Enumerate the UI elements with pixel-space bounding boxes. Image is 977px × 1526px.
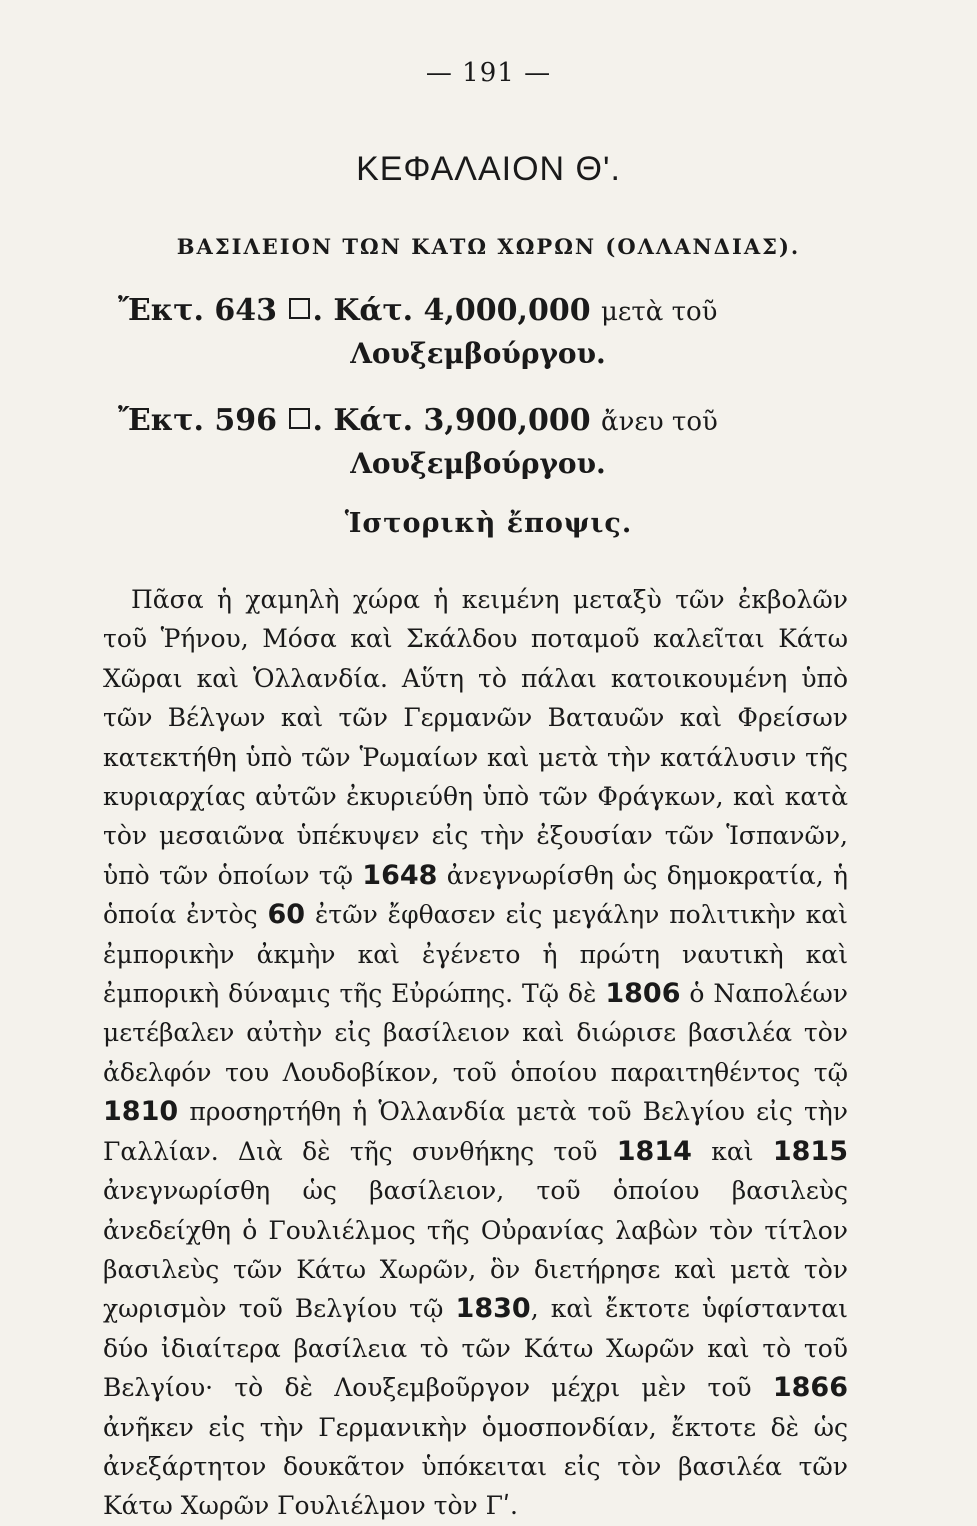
- year-1806: 1806: [605, 978, 681, 1010]
- chapter-title: ΚΕΦΑΛΑΙΟΝ Θʹ.: [356, 150, 621, 188]
- stat-second-line: Λουξεμβούργου.: [350, 337, 606, 370]
- text-run: ἀνεγνωρίσθη ὡς βασίλειον, τοῦ ὁποίου βασιλεὺς ἀνεδείχθη ὁ Γουλιέλμος τῆς Οὐρανίας λαβὼν τὸν τίτλον βασιλεὺς τῶν Κάτω Χωρῶν, ὃν διετήρησε καὶ μετὰ τὸν χωρισμὸν τοῦ Βελγίου τῷ: [103, 1176, 848, 1324]
- stat-second-line: Λουξεμβούργου.: [350, 447, 606, 480]
- square-unit-icon: [289, 408, 310, 429]
- kingdom-title: ΒΑΣΙΛΕΙΟΝ ΤΩΝ ΚΑΤΩ ΧΩΡΩΝ (ΟΛΛΑΝΔΙΑΣ).: [176, 234, 801, 259]
- page-number: — 191 —: [425, 58, 552, 88]
- year-1815: 1815: [772, 1135, 849, 1167]
- text-run: , καὶ ἔκτοτε ὑφίστανται δύο ἰδιαίτερα βασίλεια τὸ τῶν Κάτω Χωρῶν καὶ τὸ τοῦ Βελγίου· τὸ δὲ Λουξεμβοῦργον μέχρι μὲν τοῦ: [103, 1294, 848, 1403]
- year-1810: 1810: [103, 1096, 179, 1128]
- text-run: ὁ Ναπολέων μετέβαλεν αὐτὴν εἰς βασίλειον καὶ διώρισε βασιλέα τὸν ἀδελφόν του Λουδοβίκον, τοῦ ὁποίου παραιτηθέντος τῷ: [103, 979, 849, 1087]
- year-1830: 1830: [455, 1293, 531, 1325]
- population-label: . Κάτ. 3,900,000: [312, 403, 591, 438]
- area-label: Ἔκτ. 596: [118, 403, 277, 438]
- population-label: . Κάτ. 4,000,000: [312, 293, 591, 328]
- text-run: Πᾶσα ἡ χαμηλὴ χώρα ἡ κειμένη μεταξὺ τῶν ἐκβολῶν τοῦ Ῥήνου, Μόσα καὶ Σκάλδου ποταμοῦ καλεῖται Κάτω Χῶραι καὶ Ὁλλανδία. Αὕτη τὸ πάλαι κατοικουμένη ὑπὸ τῶν Βέλγων καὶ τῶν Γερμανῶν Βαταυῶν καὶ Φρείσων κατεκτήθη ὑπὸ τῶν Ῥωμαίων καὶ μετὰ τὴν κατάλυσιν τῆς κυριαρχίας αὐτῶν ἐκυριεύθη ὑπὸ τῶν Φράγκων, καὶ κατὰ τὸν μεσαιῶνα ὑπέκυψεν εἰς τὴν ἐξουσίαν τῶν Ἱσπανῶν, ὑπὸ τῶν ὁποίων τῷ: [103, 585, 848, 890]
- square-unit-icon: [289, 298, 310, 319]
- area-population-stat-without-luxembourg: [118, 400, 838, 485]
- text-run: καὶ: [711, 1136, 754, 1166]
- text-run: ἐτῶν ἔφθασεν εἰς μεγάλην πολιτικὴν καὶ ἐμπορικὴν ἀκμὴν καὶ ἐγένετο ἡ πρώτη ναυτικὴ καὶ ἐμπορικὴ δύναμις τῆς Εὐρώπης. Τῷ δὲ: [103, 900, 848, 1009]
- stat-qualifier: ἄνευ τοῦ: [601, 407, 718, 437]
- stat-qualifier: μετὰ τοῦ: [601, 297, 718, 327]
- area-population-stat-with-luxembourg: [118, 290, 838, 375]
- text-run: ἀνῆκεν εἰς τὴν Γερμανικὴν ὁμοσπονδίαν, ἔκτοτε δὲ ὡς ἀνεξάρτητον δουκᾶτον ὑπόκειται εἰς τὸν βασιλέα τῶν Κάτω Χωρῶν Γουλιέλμον τὸν Γʹ.: [103, 1412, 848, 1521]
- number-60: 60: [267, 899, 306, 931]
- text-run: ἀνεγνωρίσθη ὡς δημοκρατία, ἡ ὁποία ἐντὸς: [103, 860, 848, 930]
- year-1814: 1814: [616, 1135, 692, 1167]
- year-1866: 1866: [772, 1372, 848, 1404]
- text-run: προσηρτήθη ἡ Ὁλλανδία μετὰ τοῦ Βελγίου εἰς τὴν Γαλλίαν. Διὰ δὲ τῆς συνθήκης τοῦ: [103, 1097, 848, 1166]
- year-1648: 1648: [362, 859, 438, 891]
- history-paragraph: [103, 580, 848, 1526]
- area-label: Ἔκτ. 643: [118, 293, 277, 328]
- historical-heading: Ἱστορικὴ ἔποψις.: [344, 508, 633, 539]
